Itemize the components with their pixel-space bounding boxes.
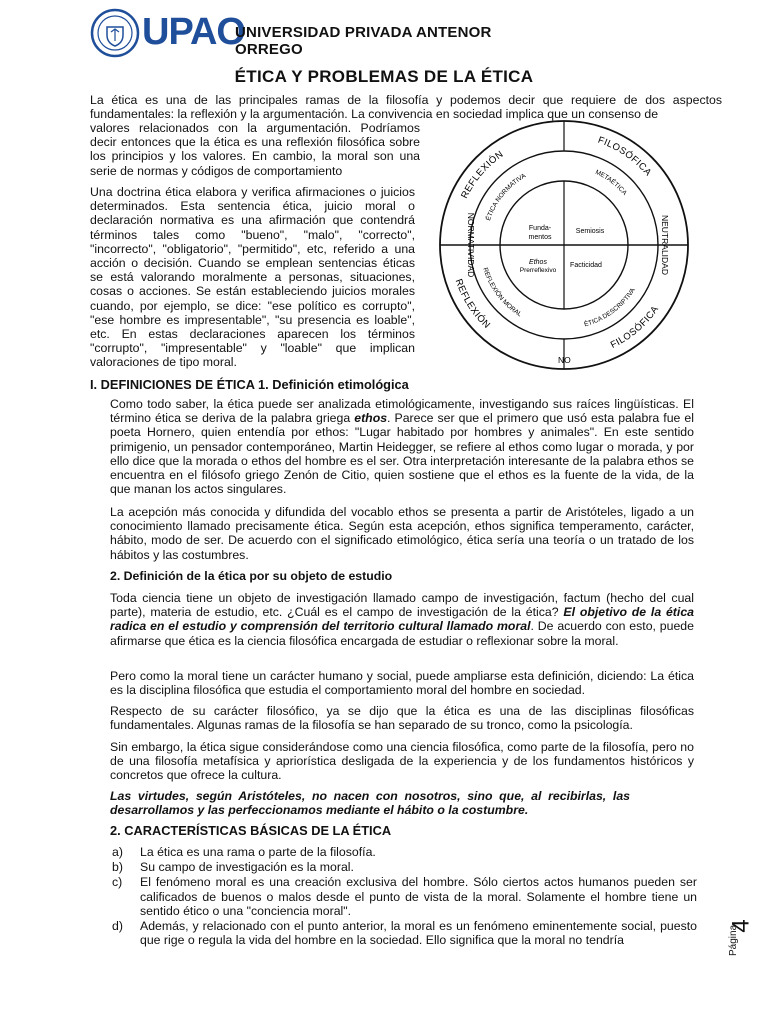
- characteristics-list: [112, 845, 697, 948]
- section-1-paragraph-2: La acepción más conocida y difundida del vocablo ethos se presenta a partir de Aristóteles, ligado a un conocimiento llamado precisamente ética. Según esta acepción, ethos significa temperamento, carácter, hábito, modo de ser. De acuerdo con el significado etimológico, ética sería una teoría o un tratado de los hábitos y las costumbres.: [110, 505, 694, 562]
- diagram-label-neutralidad: NEUTRALIDAD: [660, 215, 670, 275]
- diagram-label-metaetica: METAÉTICA: [594, 168, 628, 197]
- page-number: 4: [727, 919, 755, 933]
- diagram-label-fundamentos-2: mentos: [528, 234, 552, 241]
- page-word: Página: [728, 924, 739, 956]
- section-2-paragraph-2: Pero como la moral tiene un carácter humano y social, puede ampliarse esta definición, diciendo: La ética es la disciplina filosófica que estudia el comportamiento moral del hombre en sociedad.: [110, 669, 694, 698]
- section-1-paragraph-1: Como todo saber, la ética puede ser analizada etimológicamente, investigando sus raíces lingüísticas. El término ética se deriva de la palabra griega ethos. Parece ser que el primero que usó esta palabra fue el poeta Hornero, quien entendía por ethos: "Lugar habitado por hombres y animales". En este sentido primigenio, un pensador contemporáneo, Martin Heidegger, se refiere al ethos como lugar o morada, y por ello dice que la morada o ethos del hombre es el ser. Otra interpretación interesante de la palabra ethos se encuentra en el filósofo griego Zenón de Citio, quien sostiene que el ethos es la fuente de la vida, de la que manan los actos singulares.: [110, 397, 694, 497]
- aristotle-quote: Las virtudes, según Aristóteles, no nacen con nosotros, sino que, al recibirlas, las desarrollamos y las perfeccionamos mediante el hábito o la costumbre.: [110, 789, 630, 818]
- intro-paragraph-2: Una doctrina ética elabora y verifica afirmaciones o juicios determinados. Esta sentencia ética, juicio moral o declaración normativa es una afirmación que contendrá términos tales como "bueno", "malo", "correcto", "incorrecto", "obligatorio", "permitido", etc, referido a una acción o decisión. Cuando se emplean sentencias éticas se está valorando moralmente a personas, situaciones, cosas o acciones. Se están estableciendo juicios morales cuando, por ejemplo, se dice: "ese político es corrupto", "ese hombre es impresentable", "su presencia es loable", etc. En estas declaraciones aparecen los términos "corrupto", "impresentable" y "loable" que implican valoraciones de tipo moral.: [90, 185, 415, 370]
- section-2-paragraph-1: Toda ciencia tiene un objeto de investigación llamado campo de investigación, factum (hecho del cual parte), materia de estudio, etc. ¿Cuál es el campo de investigación de la ética? El objetivo de la ética radica en el estudio y comprensión del territorio cultural llamado moral. De acuerdo con esto, puede afirmarse que ética es la ciencia filosófica encargada de estudiar o reflexionar sobre la moral.: [110, 591, 694, 648]
- diagram-label-filosofica-top: FILOSÓFICA: [596, 134, 654, 179]
- diagram-label-reflexion-moral: REFLEXIÓN MORAL: [481, 266, 523, 319]
- ethics-circle-diagram: [428, 120, 700, 370]
- diagram-label-filosofica-bottom: FILOSÓFICA: [608, 303, 662, 351]
- diagram-label-etica-descriptiva: ÉTICA DESCRIPTIVA: [583, 286, 637, 329]
- university-name: UNIVERSIDAD PRIVADA ANTENOR ORREGO: [235, 24, 492, 58]
- diagram-label-prerreflexivo: Prerreflexivo: [519, 267, 557, 274]
- diagram-label-normatividad: NORMATIVIDAD: [466, 212, 476, 278]
- diagram-label-reflexion-top: REFLEXIÓN: [459, 148, 506, 201]
- diagram-label-reflexion-bottom: REFLEXIÓN: [452, 277, 493, 332]
- section-2-heading: 2. Definición de la ética por su objeto de estudio: [110, 569, 393, 583]
- intro-paragraph-1a: La ética es una de las principales ramas de la filosofía y podemos decir que requiere de dos aspectos fundamentales: la reflexión y la argumentación. La convivencia en sociedad implica que un consenso de: [90, 93, 722, 122]
- list-item: d) Además, y relacionado con el punto anterior, la moral es un fenómeno eminentemente social, puesto que rige o regula la vida del hombre en la sociedad. Ello significa que la moral no tendría: [112, 919, 697, 948]
- diagram-label-etica-normativa: ÉTICA NORMATIVA: [485, 172, 528, 222]
- diagram-label-no: NO: [558, 355, 571, 365]
- section-2-paragraph-4: Sin embargo, la ética sigue considerándose como una ciencia filosófica, como parte de la filosofía, pero no de una filosofía metafísica y apriorística desligada de la experiencia y de los fundamentos históricos y concretos que ofrece la cultura.: [110, 740, 694, 783]
- section-3-heading: 2. CARACTERÍSTICAS BÁSICAS DE LA ÉTICA: [110, 823, 392, 838]
- page-number-label: [722, 912, 762, 972]
- diagram-label-facticidad: Facticidad: [570, 262, 602, 269]
- document-header: [90, 8, 560, 60]
- page-title: ÉTICA Y PROBLEMAS DE LA ÉTICA: [234, 67, 534, 86]
- list-item: c) El fenómeno moral es una creación exclusiva del hombre. Sólo ciertos actos humanos pueden ser calificados de buenos o malos desde el punto de vista de la moral. Solamente el hombre tiene un sentido ético o una "conciencia moral".: [112, 875, 697, 918]
- diagram-label-fundamentos-1: Funda-: [528, 225, 552, 232]
- diagram-label-ethos: Ethos: [529, 259, 547, 266]
- intro-paragraph-1b: valores relacionados con la argumentación. Podríamos decir entonces que la ética es una reflexión filosófica sobre los principios y los valores. En cambio, la moral son una serie de normas y códigos de comportamiento: [90, 121, 420, 178]
- list-item: a) La ética es una rama o parte de la filosofía.: [112, 845, 376, 859]
- section-2-paragraph-3: Respecto de su carácter filosófico, ya se dijo que la ética es una de las disciplinas filosóficas fundamentales. Algunas ramas de la filosofía se han separado de su tronco, como la psicología.: [110, 704, 694, 733]
- university-seal-icon: [90, 8, 140, 58]
- section-1-heading: I. DEFINICIONES DE ÉTICA 1. Definición etimológica: [90, 377, 409, 392]
- upao-logo-text: UPAO: [142, 11, 245, 53]
- list-item: b) Su campo de investigación es la moral.: [112, 860, 354, 875]
- diagram-label-semiosis: Semiosis: [575, 228, 605, 235]
